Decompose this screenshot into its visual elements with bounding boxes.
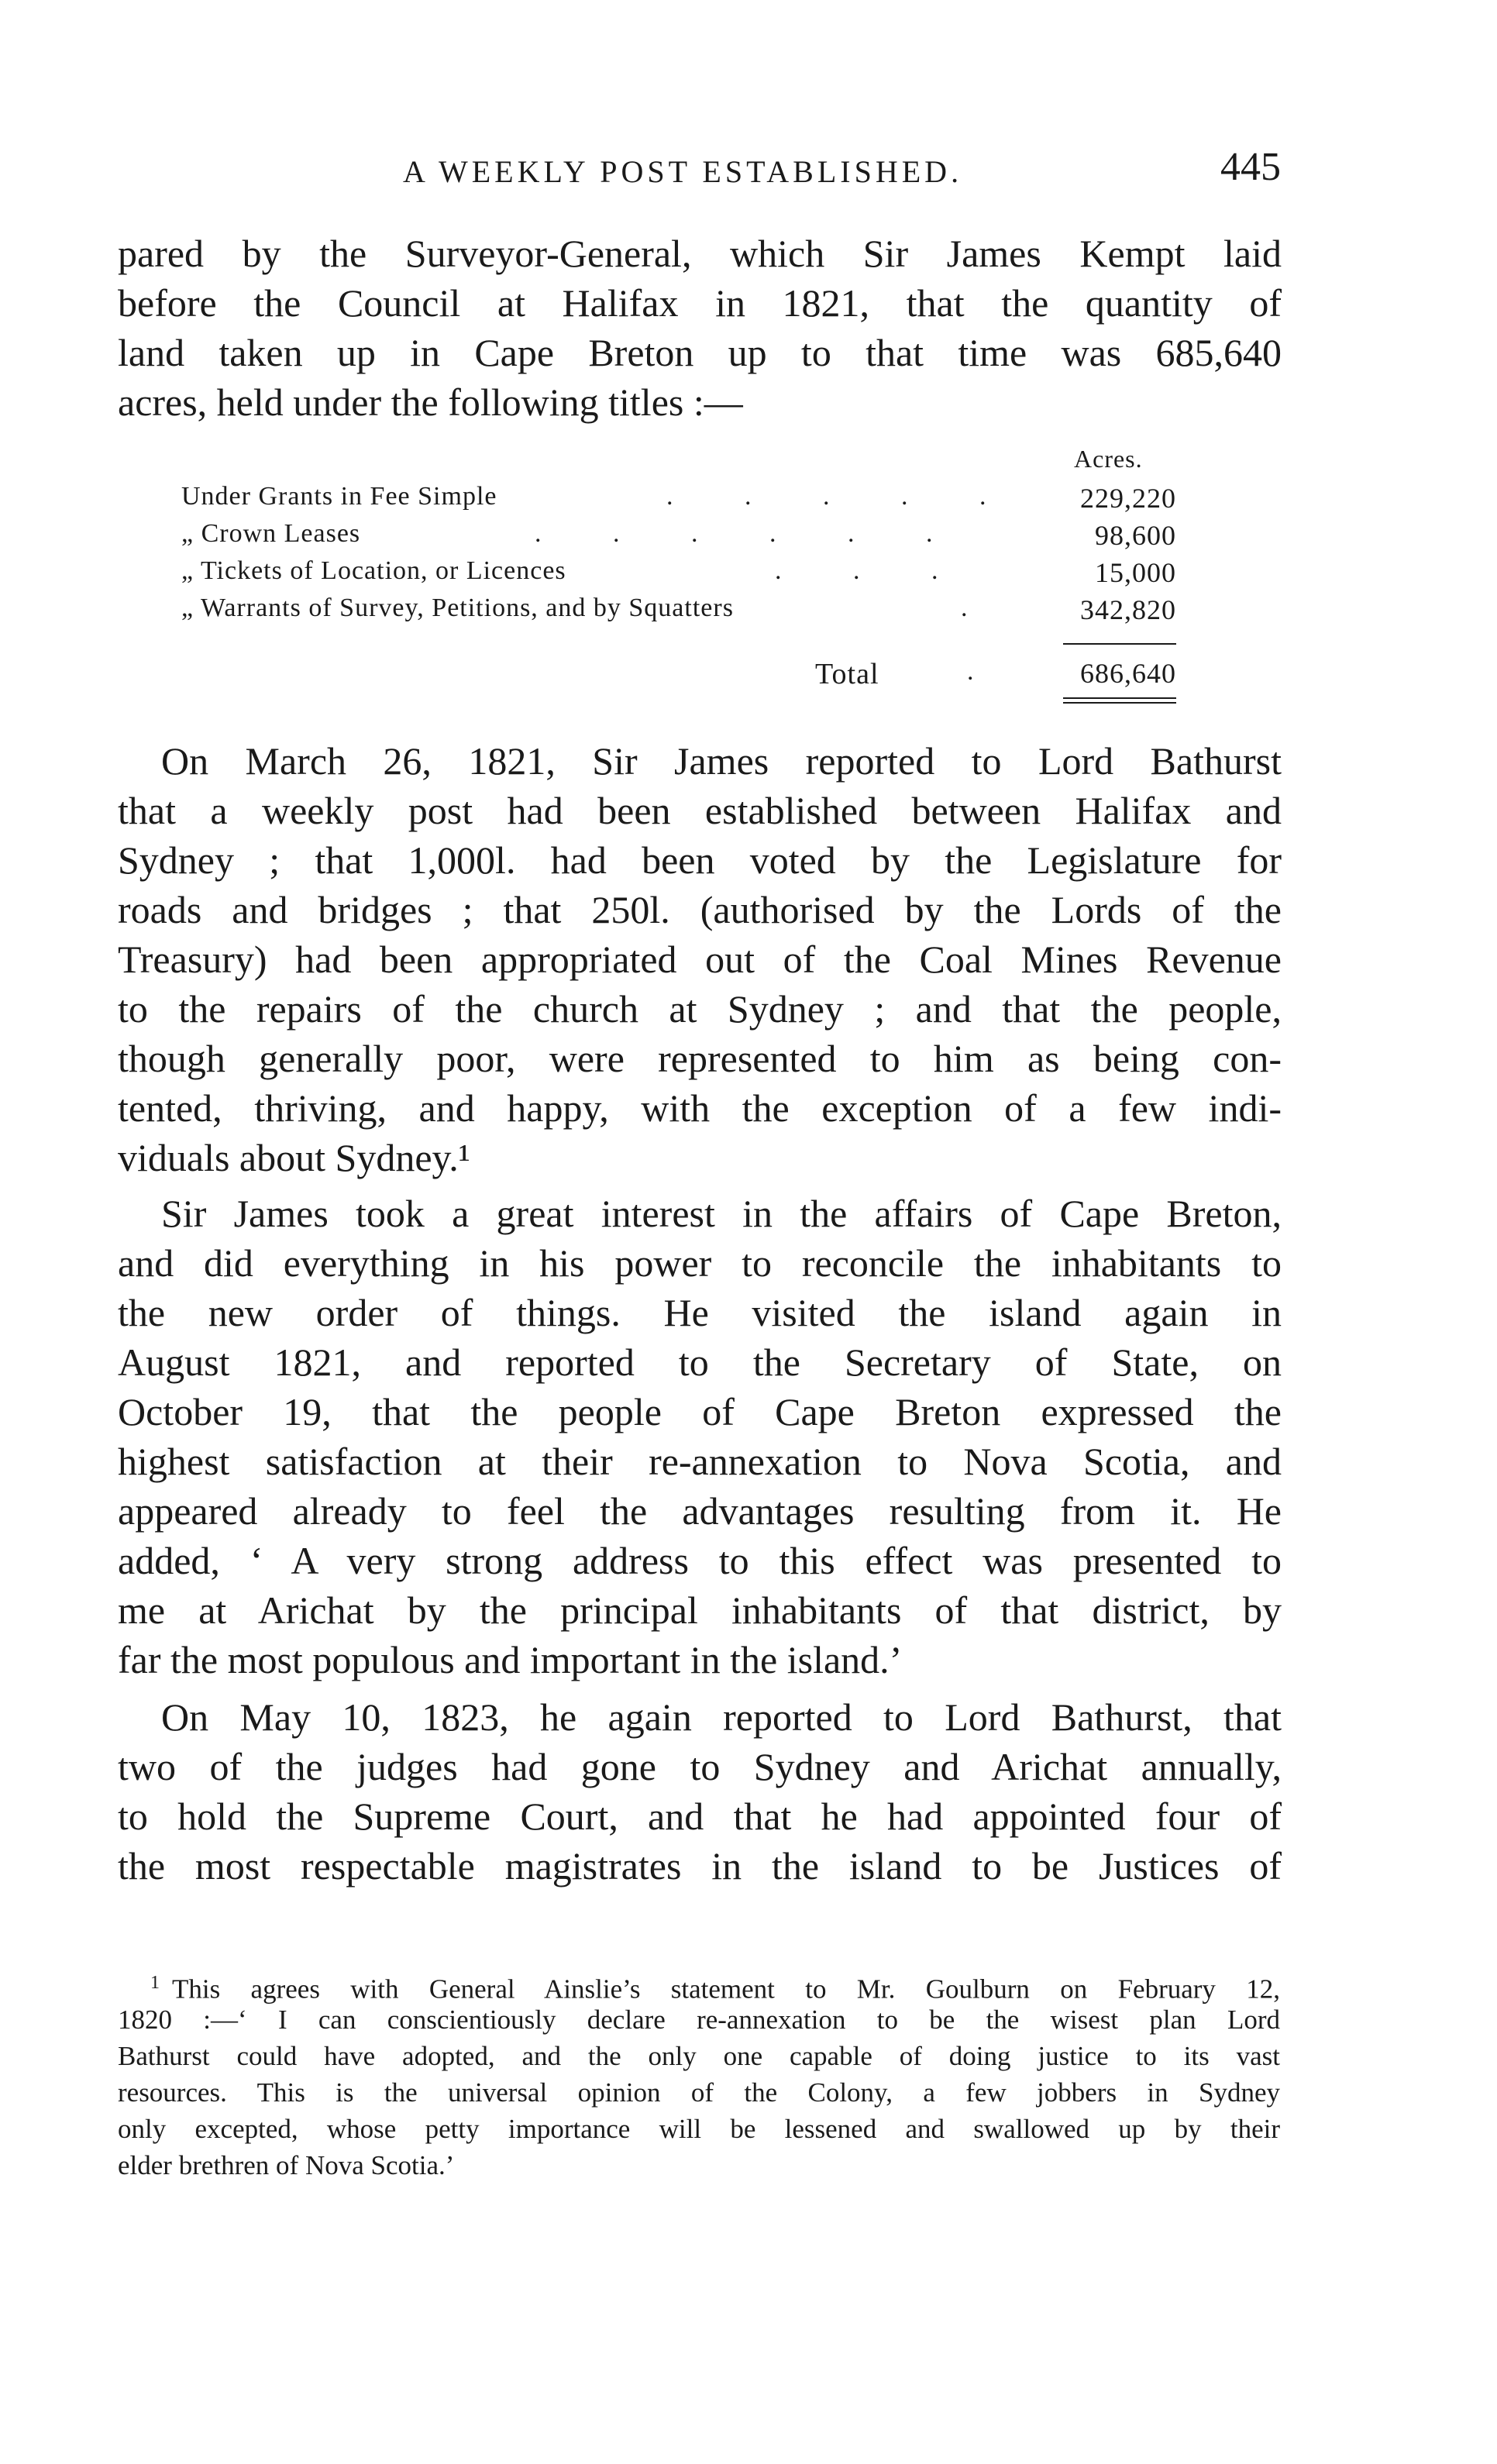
text-line: two of the judges had gone to Sydney and Arichat annually, bbox=[118, 1745, 1282, 1788]
text-line: highest satisfaction at their re-annexation to Nova Scotia, and bbox=[118, 1440, 1282, 1483]
text-line: roads and bridges ; that 250l. (authorised by the Lords of the bbox=[118, 888, 1282, 931]
table-row-label: „ Crown Leases bbox=[181, 519, 361, 548]
text-line: Sydney ; that 1,000l. had been voted by the Legislature for bbox=[118, 838, 1282, 882]
text-line: viduals about Sydney.¹ bbox=[118, 1136, 470, 1179]
footnote-text: This agrees with General Ainslie’s statement to Mr. Goulburn on February 12, bbox=[172, 1974, 1280, 2005]
text-line: October 19, that the people of Cape Breton expressed the bbox=[118, 1390, 1282, 1433]
text-line: me at Arichat by the principal inhabitants of that district, by bbox=[118, 1588, 1282, 1632]
table-row-label: „ Warrants of Survey, Petitions, and by Squatters bbox=[181, 594, 734, 622]
paragraph-supreme-court bbox=[118, 1692, 1282, 1891]
text-line: and did everything in his power to reconcile the inhabitants to bbox=[118, 1241, 1282, 1285]
footnote-line: resources. This is the universal opinion of the Colony, a few jobbers in Sydney bbox=[118, 2077, 1280, 2108]
dot-leader: . bbox=[967, 657, 1007, 686]
footnote-line: elder brethren of Nova Scotia.’ bbox=[118, 2150, 455, 2180]
acres-column-header: Acres. bbox=[1074, 445, 1143, 473]
paragraph-weekly-post bbox=[118, 736, 1282, 1182]
footnote-line: Bathurst could have adopted, and the only one capable of doing justice to its vast bbox=[118, 2041, 1280, 2071]
footnote-line bbox=[118, 1965, 1280, 2005]
paragraph-cape-breton-interest bbox=[118, 1189, 1282, 1685]
page-number: 445 bbox=[1220, 145, 1281, 189]
running-title: A WEEKLY POST ESTABLISHED. bbox=[403, 154, 963, 189]
opening-paragraph bbox=[118, 229, 1282, 427]
text-line: to hold the Supreme Court, and that he had appointed four of bbox=[118, 1795, 1282, 1838]
text-line: appeared already to feel the advantages resulting from it. He bbox=[118, 1489, 1282, 1533]
dot-leader: . . . bbox=[775, 556, 971, 585]
table-row-label: „ Tickets of Location, or Licences bbox=[181, 556, 566, 585]
total-rule-bottom-double bbox=[1063, 702, 1176, 704]
text-line: that a weekly post had been established between Halifax and bbox=[118, 789, 1282, 832]
text-line: land taken up in Cape Breton up to that time was 685,640 bbox=[118, 331, 1282, 374]
text-line: Sir James took a great interest in the affairs of Cape Breton, bbox=[161, 1192, 1282, 1235]
text-line: pared by the Surveyor-General, which Sir James Kempt laid bbox=[118, 232, 1282, 275]
table-row-label: Under Grants in Fee Simple bbox=[181, 482, 497, 511]
text-line: On May 10, 1823, he again reported to Lord Bathurst, that bbox=[161, 1695, 1282, 1739]
footnote-marker: 1 bbox=[150, 1973, 160, 1993]
table-row-acres: 98,600 bbox=[1095, 520, 1176, 551]
text-line: though generally poor, were represented to him as being con- bbox=[118, 1037, 1282, 1080]
text-line: Treasury) had been appropriated out of the Coal Mines Revenue bbox=[118, 938, 1282, 981]
dot-leader: . . . . . bbox=[666, 482, 1019, 511]
footnote-line: only excepted, whose petty importance will be lessened and swallowed up by their bbox=[118, 2114, 1280, 2144]
text-line: acres, held under the following titles :— bbox=[118, 380, 743, 424]
text-line: added, ‘ A very strong address to this effect was presented to bbox=[118, 1539, 1282, 1582]
total-rule-top bbox=[1063, 643, 1176, 645]
total-label: Total bbox=[815, 658, 879, 690]
dot-leader: . bbox=[961, 594, 1000, 622]
table-row-acres: 15,000 bbox=[1095, 557, 1176, 588]
footnote bbox=[118, 1965, 1280, 2184]
text-line: On March 26, 1821, Sir James reported to Lord Bathurst bbox=[161, 739, 1282, 783]
text-line: far the most populous and important in the island.’ bbox=[118, 1638, 903, 1681]
text-line: the most respectable magistrates in the island to be Justices of bbox=[118, 1844, 1282, 1888]
table-row-acres: 229,220 bbox=[1080, 483, 1176, 514]
text-line: the new order of things. He visited the island again in bbox=[118, 1291, 1282, 1334]
table-row-acres: 342,820 bbox=[1080, 594, 1176, 625]
text-line: tented, thriving, and happy, with the exception of a few indi- bbox=[118, 1086, 1282, 1130]
footnote-line: 1820 :—‘ I can conscientiously declare re-annexation to be the wisest plan Lord bbox=[118, 2005, 1280, 2035]
text-line: before the Council at Halifax in 1821, that the quantity of bbox=[118, 281, 1282, 325]
text-line: August 1821, and reported to the Secretary of State, on bbox=[118, 1340, 1282, 1384]
text-line: to the repairs of the church at Sydney ; and that the people, bbox=[118, 987, 1282, 1031]
dot-leader: . . . . . . bbox=[535, 519, 965, 548]
total-rule-bottom bbox=[1063, 697, 1176, 699]
total-acres: 686,640 bbox=[1080, 658, 1176, 689]
